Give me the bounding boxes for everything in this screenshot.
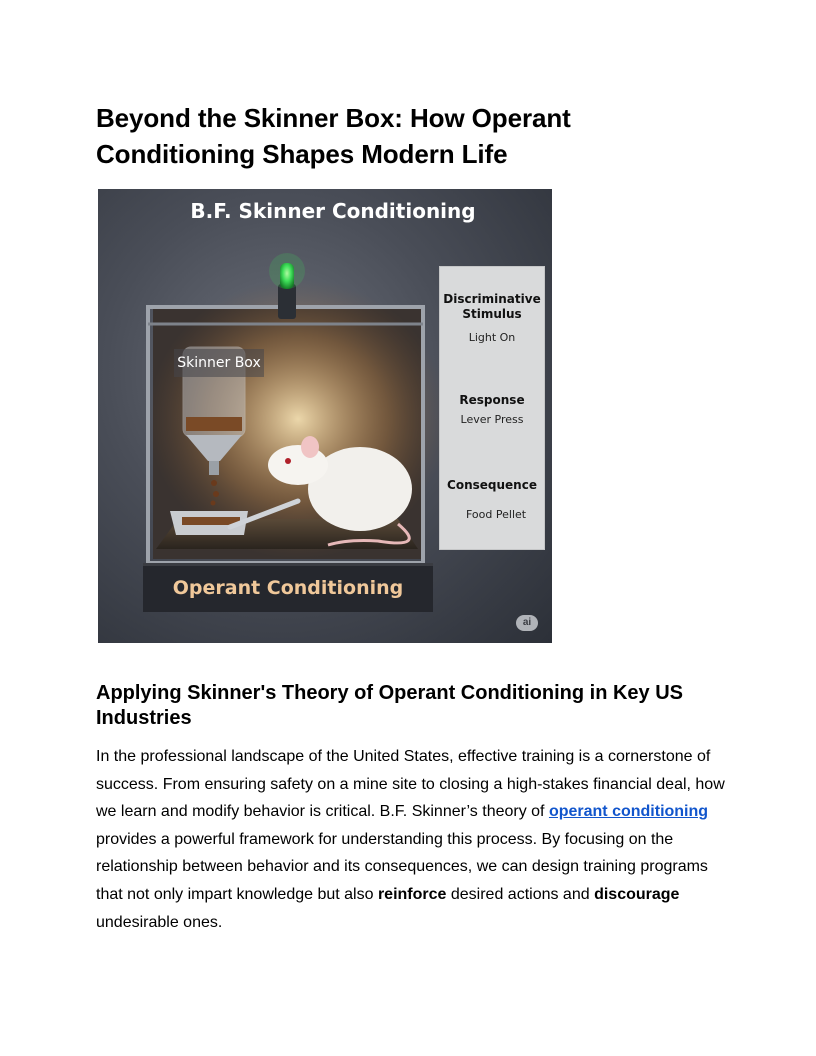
light-housing — [278, 284, 296, 319]
conditioning-diagram-panel — [439, 266, 545, 550]
stimulus-title-line2: Stimulus — [462, 307, 522, 321]
article-title: Beyond the Skinner Box: How Operant Conditioning Shapes Modern Life — [96, 103, 571, 169]
figure-bottom-caption: Operant Conditioning — [143, 563, 433, 612]
paragraph-text-2: provides a powerful framework for understanding this process. By focusing on the relationship between behavior and its consequences, we can design training programs that not only impart knowledge but also — [96, 830, 708, 903]
consequence-subtitle: Food Pellet — [466, 508, 527, 521]
response-title: Response — [459, 393, 525, 407]
paragraph-text-3: desired actions and — [446, 885, 595, 903]
consequence-title: Consequence — [447, 478, 537, 492]
document-page — [96, 100, 726, 936]
operant-conditioning-link[interactable]: operant conditioning — [548, 803, 709, 821]
body-paragraph — [96, 743, 726, 936]
paragraph-text-1: In the professional landscape of the United States, effective training is a cornerstone of success. From ensuring safety on a mine site to closing a high-stakes financial deal, how we learn and modify behavior is critical. B.F. Skinner’s theory of — [96, 748, 725, 821]
response-subtitle: Lever Press — [460, 413, 524, 426]
skinner-box-illustration — [98, 189, 552, 643]
paragraph-text-4: undesirable ones. — [96, 913, 223, 931]
section-heading: Applying Skinner's Theory of Operant Conditioning in Key US Industries — [96, 682, 684, 729]
stimulus-subtitle: Light On — [468, 331, 516, 344]
figure-top-caption: B.F. Skinner Conditioning — [190, 199, 476, 223]
bold-reinforce: reinforce — [377, 885, 447, 903]
bold-discourage: discourage — [594, 885, 680, 903]
rat-head — [268, 445, 328, 485]
ai-generated-badge: ai — [516, 615, 538, 631]
stimulus-title-line1: Discriminative — [443, 292, 541, 306]
skinner-box-label: Skinner Box — [174, 349, 264, 377]
